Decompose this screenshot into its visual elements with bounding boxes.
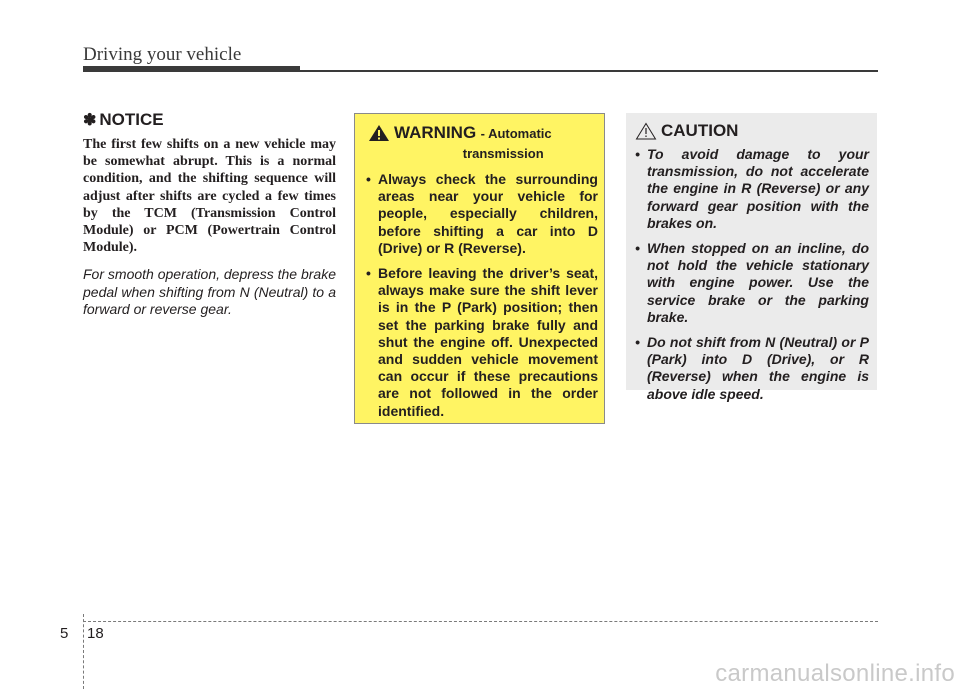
caution-item: • Do not shift from N (Neutral) or P (Park) into D (Drive), or R (Reverse) when the engine is above idle speed. bbox=[635, 334, 869, 403]
notice-body: The first few shifts on a new vehicle may be somewhat abrupt. This is a normal condition, and the shifting sequence will adjust after shifts are cycled a few times by the TCM (Transmission Control Module) or PCM (Powertrain Control Module). bbox=[83, 137, 336, 256]
notice-section bbox=[83, 110, 336, 318]
caution-triangle-icon bbox=[635, 122, 657, 140]
header-bar bbox=[83, 66, 300, 72]
caution-box bbox=[626, 113, 877, 402]
caution-list bbox=[635, 146, 869, 403]
watermark: carmanualsonline.info bbox=[715, 660, 955, 687]
warning-item: • Before leaving the driver’s seat, always make sure the shift lever is in the P (Park) position; then set the parking brake fully and shut the engine off. Unexpected and sudden vehicle movement can occur if these precautions are not followed in the order identified. bbox=[366, 265, 598, 420]
warning-heading bbox=[366, 124, 598, 162]
notice-heading bbox=[83, 110, 336, 130]
page-number: 18 bbox=[87, 625, 104, 642]
warning-list bbox=[366, 171, 598, 420]
caution-title: CAUTION bbox=[661, 121, 739, 140]
warning-subtitle-2: transmission bbox=[462, 146, 544, 161]
notice-tip: For smooth operation, depress the brake pedal when shifting from N (Neutral) to a forward or reverse gear. bbox=[83, 266, 336, 317]
warning-triangle-icon bbox=[368, 124, 390, 142]
caution-heading bbox=[635, 121, 869, 141]
page-section-number: 5 bbox=[60, 625, 69, 642]
notice-heading-text: NOTICE bbox=[99, 110, 164, 129]
warning-subtitle: - Automatic bbox=[480, 126, 552, 141]
header-rule bbox=[300, 70, 878, 72]
caution-item: • To avoid damage to your transmission, do not accelerate the engine in R (Reverse) or any forward gear position with the brakes on. bbox=[635, 146, 869, 232]
footer-vertical-rule bbox=[83, 614, 84, 689]
warning-box bbox=[354, 113, 605, 424]
caution-item: • When stopped on an incline, do not hold the vehicle stationary with engine power. Use the service brake or the parking brake. bbox=[635, 240, 869, 326]
footer-rule bbox=[83, 621, 878, 622]
warning-title: WARNING bbox=[394, 123, 477, 142]
warning-item: • Always check the surrounding areas near your vehicle for people, especially children, before shifting a car into D (Drive) or R (Reverse). bbox=[366, 171, 598, 257]
notice-symbol-icon: ✽ bbox=[83, 112, 97, 129]
header-title: Driving your vehicle bbox=[83, 44, 242, 65]
